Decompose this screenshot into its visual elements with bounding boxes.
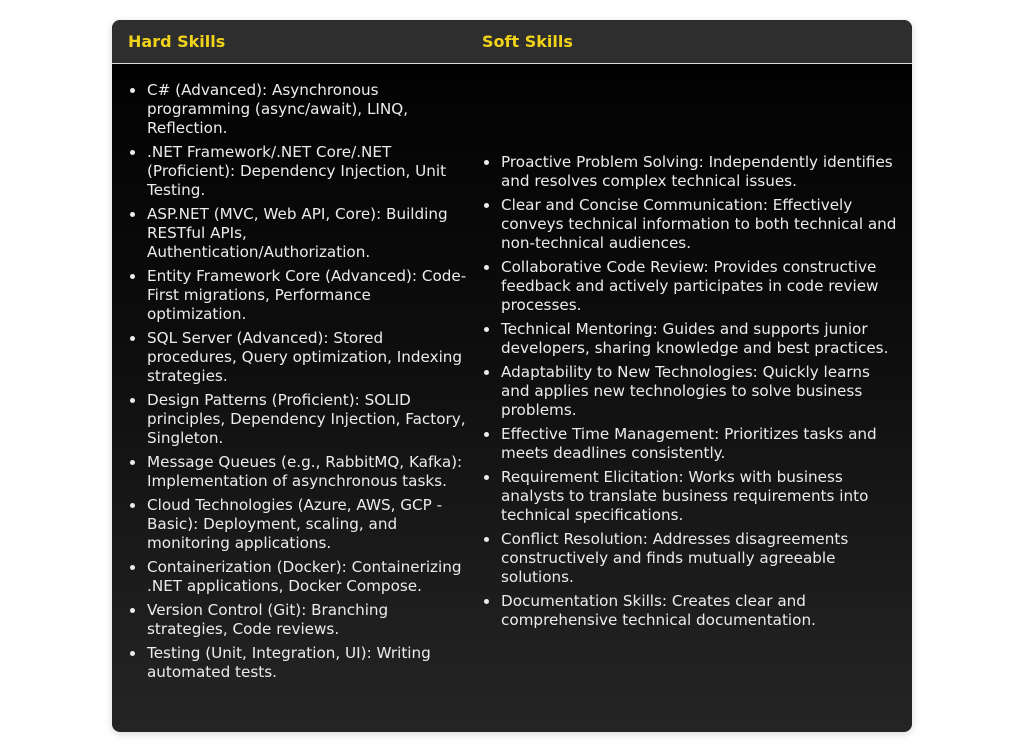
- list-item-text: Design Patterns (Proficient): SOLID principles, Dependency Injection, Factory, Singleton.: [147, 391, 466, 447]
- bullet-icon: [484, 327, 489, 332]
- list-item-text: Message Queues (e.g., RabbitMQ, Kafka): Implementation of asynchronous tasks.: [147, 453, 463, 490]
- bullet-icon: [484, 537, 489, 542]
- list-item: [482, 468, 898, 525]
- list-item-text: Documentation Skills: Creates clear and comprehensive technical documentation.: [501, 592, 816, 629]
- bullet-icon: [484, 265, 489, 270]
- bullet-icon: [484, 370, 489, 375]
- soft-skills-heading: Soft Skills: [482, 32, 573, 51]
- list-item-text: C# (Advanced): Asynchronous programming (async/await), LINQ, Reflection.: [147, 81, 409, 137]
- bullet-icon: [130, 608, 135, 613]
- list-item-text: ASP.NET (MVC, Web API, Core): Building RESTful APIs, Authentication/Authorization.: [147, 205, 448, 261]
- bullet-icon: [484, 475, 489, 480]
- list-item-text: Technical Mentoring: Guides and supports junior developers, sharing knowledge and best practices.: [501, 320, 889, 357]
- table-header: [112, 20, 912, 64]
- list-item-text: Requirement Elicitation: Works with business analysts to translate business requirements into technical specifications.: [501, 468, 869, 524]
- bullet-icon: [484, 599, 489, 604]
- bullet-icon: [130, 212, 135, 217]
- list-item: [482, 530, 898, 587]
- hard-skills-list: [128, 81, 468, 682]
- hard-skills-column: [128, 76, 468, 682]
- bullet-icon: [484, 432, 489, 437]
- bullet-icon: [130, 398, 135, 403]
- list-item: [128, 329, 468, 386]
- list-item: [128, 601, 468, 639]
- list-item-text: Clear and Concise Communication: Effectively conveys technical information to both technical and non-technical audiences.: [501, 196, 897, 252]
- bullet-icon: [130, 651, 135, 656]
- list-item: [482, 258, 898, 315]
- bullet-icon: [130, 336, 135, 341]
- list-item: [128, 391, 468, 448]
- bullet-icon: [130, 88, 135, 93]
- bullet-icon: [130, 503, 135, 508]
- list-item-text: Proactive Problem Solving: Independently identifies and resolves complex technical issues.: [501, 153, 893, 190]
- list-item-text: Testing (Unit, Integration, UI): Writing automated tests.: [147, 644, 431, 681]
- list-item: [128, 267, 468, 324]
- bullet-icon: [484, 160, 489, 165]
- list-item-text: Containerization (Docker): Containerizing .NET applications, Docker Compose.: [147, 558, 462, 595]
- list-item-text: Effective Time Management: Prioritizes tasks and meets deadlines consistently.: [501, 425, 877, 462]
- list-item-text: Adaptability to New Technologies: Quickly learns and applies new technologies to solve business problems.: [501, 363, 870, 419]
- list-item: [128, 81, 468, 138]
- list-item: [128, 558, 468, 596]
- list-item-text: SQL Server (Advanced): Stored procedures, Query optimization, Indexing strategies.: [147, 329, 463, 385]
- bullet-icon: [130, 565, 135, 570]
- list-item: [482, 592, 898, 630]
- list-item: [128, 644, 468, 682]
- bullet-icon: [130, 150, 135, 155]
- hard-skills-heading: Hard Skills: [128, 32, 226, 51]
- list-item: [482, 196, 898, 253]
- list-item: [128, 496, 468, 553]
- skills-table: [112, 20, 912, 732]
- list-item: [482, 320, 898, 358]
- list-item-text: Entity Framework Core (Advanced): Code-First migrations, Performance optimization.: [147, 267, 467, 323]
- list-item: [482, 425, 898, 463]
- list-item: [482, 153, 898, 191]
- list-item-text: Conflict Resolution: Addresses disagreements constructively and finds mutually agreeable solutions.: [501, 530, 849, 586]
- soft-skills-column: [482, 148, 898, 630]
- soft-skills-list: [482, 153, 898, 630]
- bullet-icon: [130, 460, 135, 465]
- list-item-text: .NET Framework/.NET Core/.NET (Proficient): Dependency Injection, Unit Testing.: [147, 143, 447, 199]
- bullet-icon: [130, 274, 135, 279]
- list-item: [128, 143, 468, 200]
- list-item: [128, 453, 468, 491]
- list-item: [128, 205, 468, 262]
- list-item-text: Cloud Technologies (Azure, AWS, GCP - Basic): Deployment, scaling, and monitoring applications.: [147, 496, 443, 552]
- bullet-icon: [484, 203, 489, 208]
- list-item: [482, 363, 898, 420]
- list-item-text: Collaborative Code Review: Provides constructive feedback and actively participates in code review processes.: [501, 258, 879, 314]
- list-item-text: Version Control (Git): Branching strategies, Code reviews.: [147, 601, 389, 638]
